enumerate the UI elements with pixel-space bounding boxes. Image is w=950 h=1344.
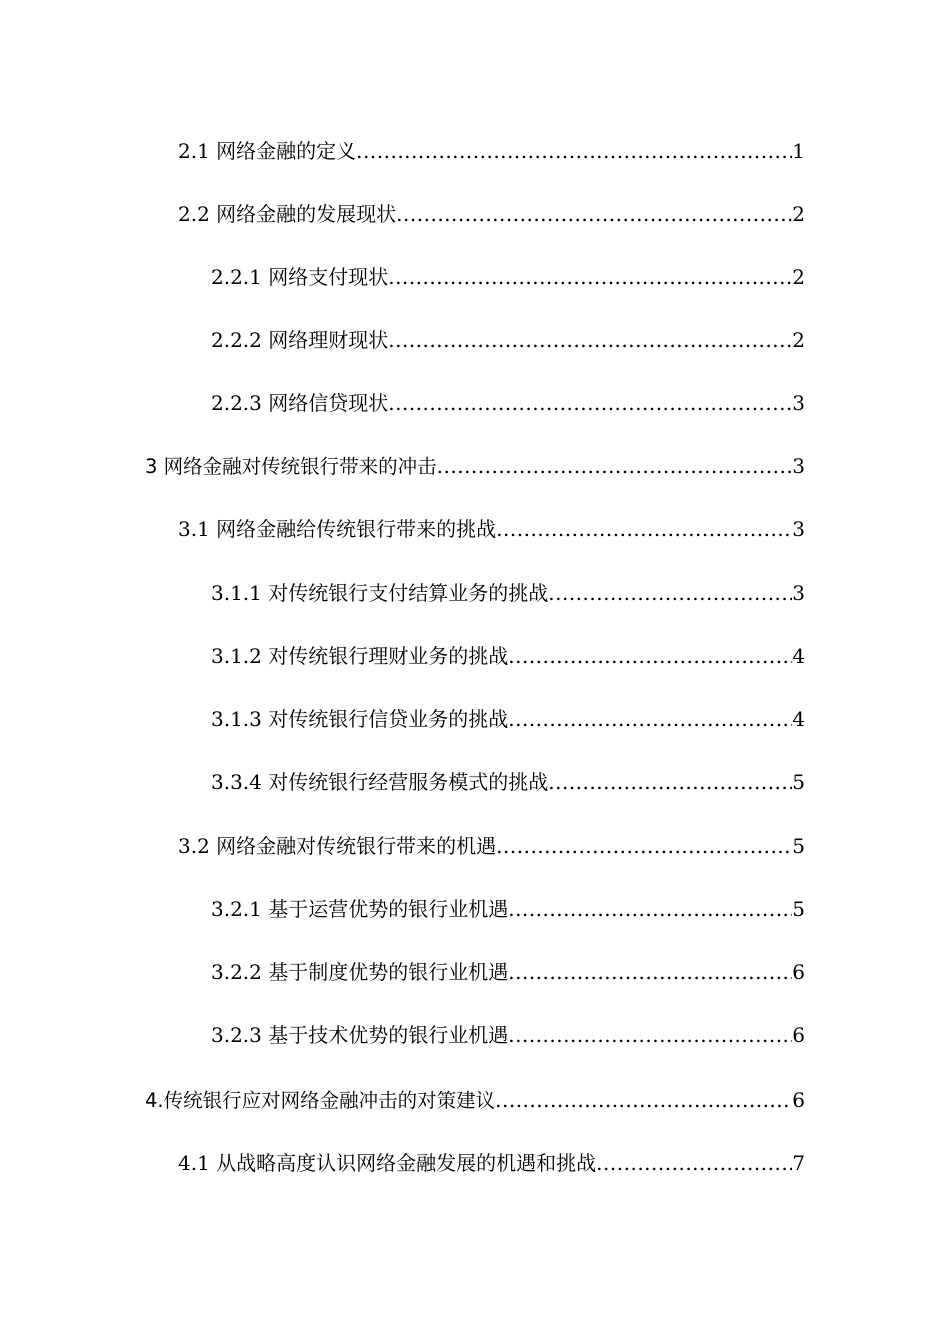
toc-leader-dots: [496, 831, 792, 861]
toc-entry[interactable]: [211, 325, 805, 355]
toc-leader-dots: [508, 704, 792, 734]
toc-entry-page: 6: [792, 1023, 805, 1047]
toc-entry-number: 3.2.2: [211, 960, 262, 984]
toc-entry-page: 3: [792, 581, 805, 605]
toc-entry-page: 5: [792, 834, 805, 858]
toc-entry-number: 3: [145, 455, 158, 478]
toc-entry-page: 7: [792, 1151, 805, 1175]
toc-entry-page: 2: [792, 202, 805, 226]
toc-entry[interactable]: [211, 894, 805, 924]
toc-entry-chapter[interactable]: [145, 451, 805, 481]
toc-entry[interactable]: [211, 957, 805, 987]
toc-entry-title: 基于运营优势的银行业机遇: [268, 897, 509, 921]
toc-leader-dots: [508, 894, 792, 924]
toc-entry-number: 3.1: [178, 517, 210, 541]
toc-entry[interactable]: [211, 767, 805, 797]
toc-entry[interactable]: [211, 1020, 805, 1050]
toc-leader-dots: [356, 136, 792, 166]
toc-entry-page: 5: [792, 770, 805, 794]
toc-entry-title: 网络理财现状: [268, 328, 389, 352]
toc-entry-title: 网络信贷现状: [268, 391, 389, 415]
toc-entry-title: 网络金融的发展现状: [216, 202, 397, 226]
toc-entry[interactable]: [211, 578, 805, 608]
toc-entry-page: 6: [792, 960, 805, 984]
toc-leader-dots: [496, 514, 792, 544]
toc-leader-dots: [437, 451, 793, 481]
toc-entry-page: 4: [792, 644, 805, 668]
toc-leader-dots: [596, 1148, 792, 1178]
toc-entry-number: 4.1: [178, 1151, 210, 1175]
toc-entry[interactable]: [211, 262, 805, 292]
toc-entry-number: 2.1: [178, 139, 210, 163]
toc-entry-number: 3.1.1: [211, 581, 262, 605]
toc-entry[interactable]: [178, 1148, 805, 1178]
toc-entry[interactable]: [211, 704, 805, 734]
toc-entry-page: 4: [792, 707, 805, 731]
toc-entry-page: 5: [792, 897, 805, 921]
toc-entry-page: 3: [792, 454, 805, 478]
toc-entry-page: 3: [792, 517, 805, 541]
toc-entry-title: 基于制度优势的银行业机遇: [268, 960, 509, 984]
toc-entry-number: 2.2.2: [211, 328, 262, 352]
toc-entry-number: 2.2.1: [211, 265, 262, 289]
toc-entry[interactable]: [178, 199, 805, 229]
toc-entry-title: 网络支付现状: [268, 265, 389, 289]
toc-leader-dots: [396, 199, 792, 229]
toc-entry-page: 3: [792, 391, 805, 415]
toc-leader-dots: [388, 262, 792, 292]
toc-entry-title: 基于技术优势的银行业机遇: [268, 1023, 509, 1047]
toc-entry-title: 从战略高度认识网络金融发展的机遇和挑战: [216, 1151, 597, 1175]
toc-entry-title: 对传统银行经营服务模式的挑战: [268, 770, 549, 794]
toc-entry-title: 传统银行应对网络金融冲击的对策建议: [163, 1089, 496, 1112]
toc-entry-number: 2.2: [178, 202, 210, 226]
toc-entry[interactable]: [211, 641, 805, 671]
toc-leader-dots: [508, 957, 792, 987]
toc-entry-number: 3.1.3: [211, 707, 262, 731]
toc-entry[interactable]: [178, 831, 805, 861]
toc-entry[interactable]: [211, 388, 805, 418]
toc-entry-page: 1: [792, 139, 805, 163]
toc-entry-title: 网络金融的定义: [216, 139, 357, 163]
toc-entry-title: 对传统银行理财业务的挑战: [268, 644, 509, 668]
toc-entry-page: 6: [792, 1088, 805, 1112]
toc-entry-number: 3.2: [178, 834, 210, 858]
toc-leader-dots: [508, 641, 792, 671]
toc-leader-dots: [495, 1085, 792, 1115]
toc-entry-title: 对传统银行信贷业务的挑战: [268, 707, 509, 731]
toc-entry-page: 2: [792, 328, 805, 352]
toc-entry-number: 2.2.3: [211, 391, 262, 415]
toc-entry-number: 3.1.2: [211, 644, 262, 668]
toc-leader-dots: [388, 388, 792, 418]
toc-entry-number: 3.3.4: [211, 770, 262, 794]
toc-entry-number: 3.2.3: [211, 1023, 262, 1047]
toc-leader-dots: [548, 578, 792, 608]
toc-entry-chapter[interactable]: [145, 1085, 805, 1115]
toc-entry-page: 2: [792, 265, 805, 289]
toc-leader-dots: [508, 1020, 792, 1050]
toc-entry-title: 网络金融给传统银行带来的挑战: [216, 517, 497, 541]
toc-leader-dots: [548, 767, 792, 797]
toc-entry-number: 3.2.1: [211, 897, 262, 921]
toc-entry-title: 网络金融对传统银行带来的冲击: [163, 455, 437, 478]
toc-entry[interactable]: [178, 136, 805, 166]
toc-entry-title: 对传统银行支付结算业务的挑战: [268, 581, 549, 605]
toc-entry-number: 4.: [145, 1089, 164, 1112]
toc-entry-title: 网络金融对传统银行带来的机遇: [216, 834, 497, 858]
toc-entry[interactable]: [178, 514, 805, 544]
toc-leader-dots: [388, 325, 792, 355]
